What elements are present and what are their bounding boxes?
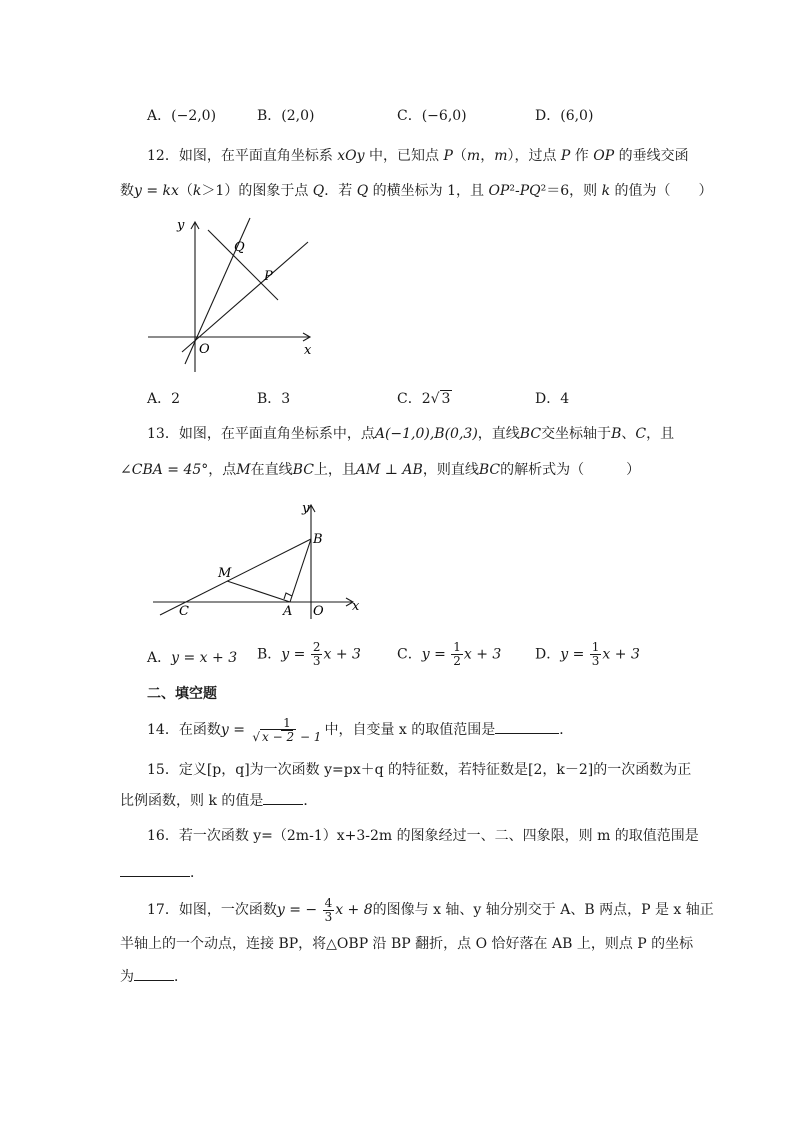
q12-math: k xyxy=(192,183,202,199)
q12-text: ²- xyxy=(509,183,520,199)
q13-math: BC xyxy=(519,426,542,442)
q11-option-d-value: (6,0) xyxy=(560,108,594,124)
q14 xyxy=(147,715,573,745)
q14-math: y = xyxy=(220,722,245,738)
q13-math: A(−1,0),B(0,3) xyxy=(374,426,478,442)
q13-option-b-post: x + 3 xyxy=(323,646,361,663)
q12-option-c-label: C．2 xyxy=(397,391,431,407)
q13-math: C xyxy=(635,426,647,442)
q13-option-a-label: A． xyxy=(147,650,172,666)
q13-text: 上，且 xyxy=(313,462,356,478)
q12-text: 的横坐标为 1，且 xyxy=(368,183,489,199)
q16-line-1: 16．若一次函数 y=（2m-1）x+3-2m 的图象经过一、二、四象限，则 m 的取值范围是 xyxy=(147,828,699,844)
q13-text: 在直线 xyxy=(250,462,293,478)
q13-label-m: M xyxy=(218,566,232,581)
q13-text: 交坐标轴于 xyxy=(541,426,612,442)
q13-text: 如图，在平面直角坐标系中，点 xyxy=(178,426,375,442)
q13-math: B xyxy=(611,426,622,442)
sqrt-sign: √ xyxy=(252,729,261,744)
q12-math: m xyxy=(466,148,481,164)
q12-line-op xyxy=(182,242,308,352)
q13-option-a-expr: y = x + 3 xyxy=(171,650,238,666)
q13-label-c: C xyxy=(179,604,189,619)
q17-number: 17． xyxy=(147,902,179,918)
q12-text: 的值为（ ） xyxy=(610,183,713,199)
q12-label-q: Q xyxy=(234,240,245,255)
q12-math: y = kx xyxy=(134,183,179,199)
q13-math: BC xyxy=(478,462,501,478)
q11-option-a xyxy=(147,106,216,126)
q13-line-1 xyxy=(147,424,674,444)
q12-line-2 xyxy=(120,181,713,201)
q17-text: 的图像与 x 轴、y 轴分别交于 A、B 两点，P 是 x 轴正 xyxy=(372,902,714,918)
q16-answer-blank[interactable] xyxy=(120,862,190,877)
fraction-numerator: 1 xyxy=(453,640,461,654)
q14-fraction xyxy=(250,717,323,744)
q12-line-1 xyxy=(147,146,689,166)
q12-math: xOy xyxy=(337,148,365,164)
q13-label-y: y xyxy=(302,501,310,516)
q13-option-d-label: D． xyxy=(535,646,561,663)
q13-option-b xyxy=(257,641,361,668)
q17-line-1 xyxy=(147,895,714,925)
q13-label-b: B xyxy=(313,532,323,547)
q12-math: P xyxy=(560,148,571,164)
q13-option-d-pre: y = xyxy=(560,646,585,663)
q13-math: AM ⊥ AB xyxy=(355,462,423,478)
q12-math: Q xyxy=(312,183,325,199)
q13-number: 13． xyxy=(147,426,179,442)
q16-line-2 xyxy=(120,862,204,883)
q13-option-a xyxy=(147,648,237,668)
q15-text: 比例函数，则 k 的值是 xyxy=(120,793,264,809)
q11-option-b-label: B． xyxy=(257,108,282,124)
sqrt-sign: √ xyxy=(430,391,440,407)
q13-text: 的解析式为（ ） xyxy=(500,462,641,478)
q12-option-a: A．2 xyxy=(147,391,181,407)
q12-label-p: P xyxy=(264,269,273,284)
q13-option-c-post: x + 3 xyxy=(463,646,502,663)
q12-math: Q xyxy=(356,183,369,199)
q12-option-c xyxy=(397,389,452,409)
q13-option-b-fraction xyxy=(311,641,323,668)
q13-label-o: O xyxy=(313,604,324,619)
q13-option-d xyxy=(535,641,640,668)
q12-text: ＞1）的图象于点 xyxy=(201,183,313,199)
q12-math: P xyxy=(443,148,453,164)
q17-text: 如图，一次函数 xyxy=(178,902,277,918)
q13-text: 、 xyxy=(621,426,636,442)
q13-option-d-fraction xyxy=(590,641,602,668)
q17-line-3 xyxy=(120,966,188,987)
q13-math: M xyxy=(236,462,251,478)
fraction-numerator: 2 xyxy=(312,640,321,654)
q12-text: ．若 xyxy=(324,183,357,199)
fraction-denominator: 2 xyxy=(453,654,461,668)
q12-text: ²＝6，则 xyxy=(540,183,602,199)
q17-text: 为 xyxy=(120,969,134,985)
q12-text: 数 xyxy=(120,183,134,199)
q17-answer-blank[interactable] xyxy=(134,966,174,981)
q11-option-c-value: (−6,0) xyxy=(421,108,467,124)
q14-answer-blank[interactable] xyxy=(495,719,559,734)
q17-fraction xyxy=(323,897,335,924)
q12-text: ， xyxy=(480,148,495,164)
q12-label-x: x xyxy=(304,343,312,358)
q11-option-c-label: C． xyxy=(397,108,422,124)
q13-label-a: A xyxy=(283,604,293,619)
q12-math: OP xyxy=(488,183,510,199)
q12-figure xyxy=(140,212,330,377)
fraction-numerator: 1 xyxy=(591,640,600,654)
q11-option-a-label: A． xyxy=(147,108,172,124)
fraction-denominator: 3 xyxy=(324,909,333,924)
q12-text: ），过点 xyxy=(507,148,561,164)
q13-segment-am xyxy=(227,581,290,602)
q11-option-d-label: D． xyxy=(535,108,561,124)
q12-number: 12． xyxy=(147,148,179,164)
q12-text: 如图，在平面直角坐标系 xyxy=(178,148,338,164)
fraction-numerator: 1 xyxy=(283,715,291,730)
q14-text: 在函数 xyxy=(178,722,221,738)
q12-text: （ xyxy=(178,183,193,199)
q12-option-b: B．3 xyxy=(257,391,291,407)
q13-option-d-post: x + 3 xyxy=(602,646,640,663)
q15-line-2 xyxy=(120,790,317,811)
fraction-numerator: 4 xyxy=(324,895,333,910)
fraction-denominator: 3 xyxy=(312,654,321,668)
q11-option-c xyxy=(397,106,467,126)
q12-label-o: O xyxy=(199,342,210,357)
fraction-denominator xyxy=(250,731,323,744)
q13-option-c-fraction xyxy=(451,641,463,668)
q13-text: ，且 xyxy=(646,426,675,442)
q11-option-d xyxy=(535,106,593,126)
q13-option-c-pre: y = xyxy=(421,646,446,663)
q12-math: m xyxy=(494,148,508,164)
q15-line-1: 15．定义[p，q]为一次函数 y=px＋q 的特征数，若特征数是[2，k－2]的一次函数为正 xyxy=(147,762,692,778)
q13-figure xyxy=(148,497,368,622)
q16-text: ． xyxy=(190,865,204,881)
q13-option-c xyxy=(397,641,501,668)
q12-math: PQ xyxy=(519,183,541,199)
q13-option-b-label: B． xyxy=(257,646,282,663)
q13-option-b-pre: y = xyxy=(281,646,306,663)
q12-text: 的垂线交函 xyxy=(614,148,689,164)
q13-math: ∠CBA = 45° xyxy=(120,462,209,478)
q11-option-b-value: (2,0) xyxy=(281,108,315,124)
q12-math: k xyxy=(601,183,611,199)
q11-option-a-value: (−2,0) xyxy=(171,108,217,124)
q12-label-y: y xyxy=(177,218,185,233)
q13-text: ，直线 xyxy=(477,426,520,442)
q17-math: y = − xyxy=(276,902,318,918)
section-title-fill-in: 二、填空题 xyxy=(147,686,217,702)
q12-text: （ xyxy=(452,148,467,164)
q17-text: ． xyxy=(174,969,188,985)
q15-answer-blank[interactable] xyxy=(263,790,303,805)
q13-text: ，点 xyxy=(208,462,237,478)
q17-math: x + 8 xyxy=(335,902,373,918)
fraction-denominator: 3 xyxy=(591,654,600,668)
q14-den-tail: − 1 xyxy=(296,729,322,744)
q12-text: 作 xyxy=(570,148,594,164)
q14-radicand: x − 2 xyxy=(262,729,295,744)
q13-text: ，则直线 xyxy=(422,462,479,478)
q13-label-x: x xyxy=(352,599,360,614)
q13-line-2 xyxy=(120,460,640,480)
q12-option-d: D．4 xyxy=(535,391,570,407)
q12-math: OP xyxy=(593,148,615,164)
q13-option-c-label: C． xyxy=(397,646,422,663)
q12-text: 中，已知点 xyxy=(364,148,444,164)
q12-option-c-radicand: 3 xyxy=(441,391,451,407)
q14-text: 中，自变量 x 的取值范围是 xyxy=(324,722,496,738)
q13-math: BC xyxy=(292,462,314,478)
q15-text: ． xyxy=(303,793,318,809)
q17-line-2: 半轴上的一个动点，连接 BP，将△OBP 沿 BP 翻折，点 O 恰好落在 AB 上，则点 P 的坐标 xyxy=(120,936,694,952)
q14-number: 14． xyxy=(147,722,179,738)
q11-option-b xyxy=(257,106,315,126)
q14-text: ． xyxy=(559,722,574,738)
